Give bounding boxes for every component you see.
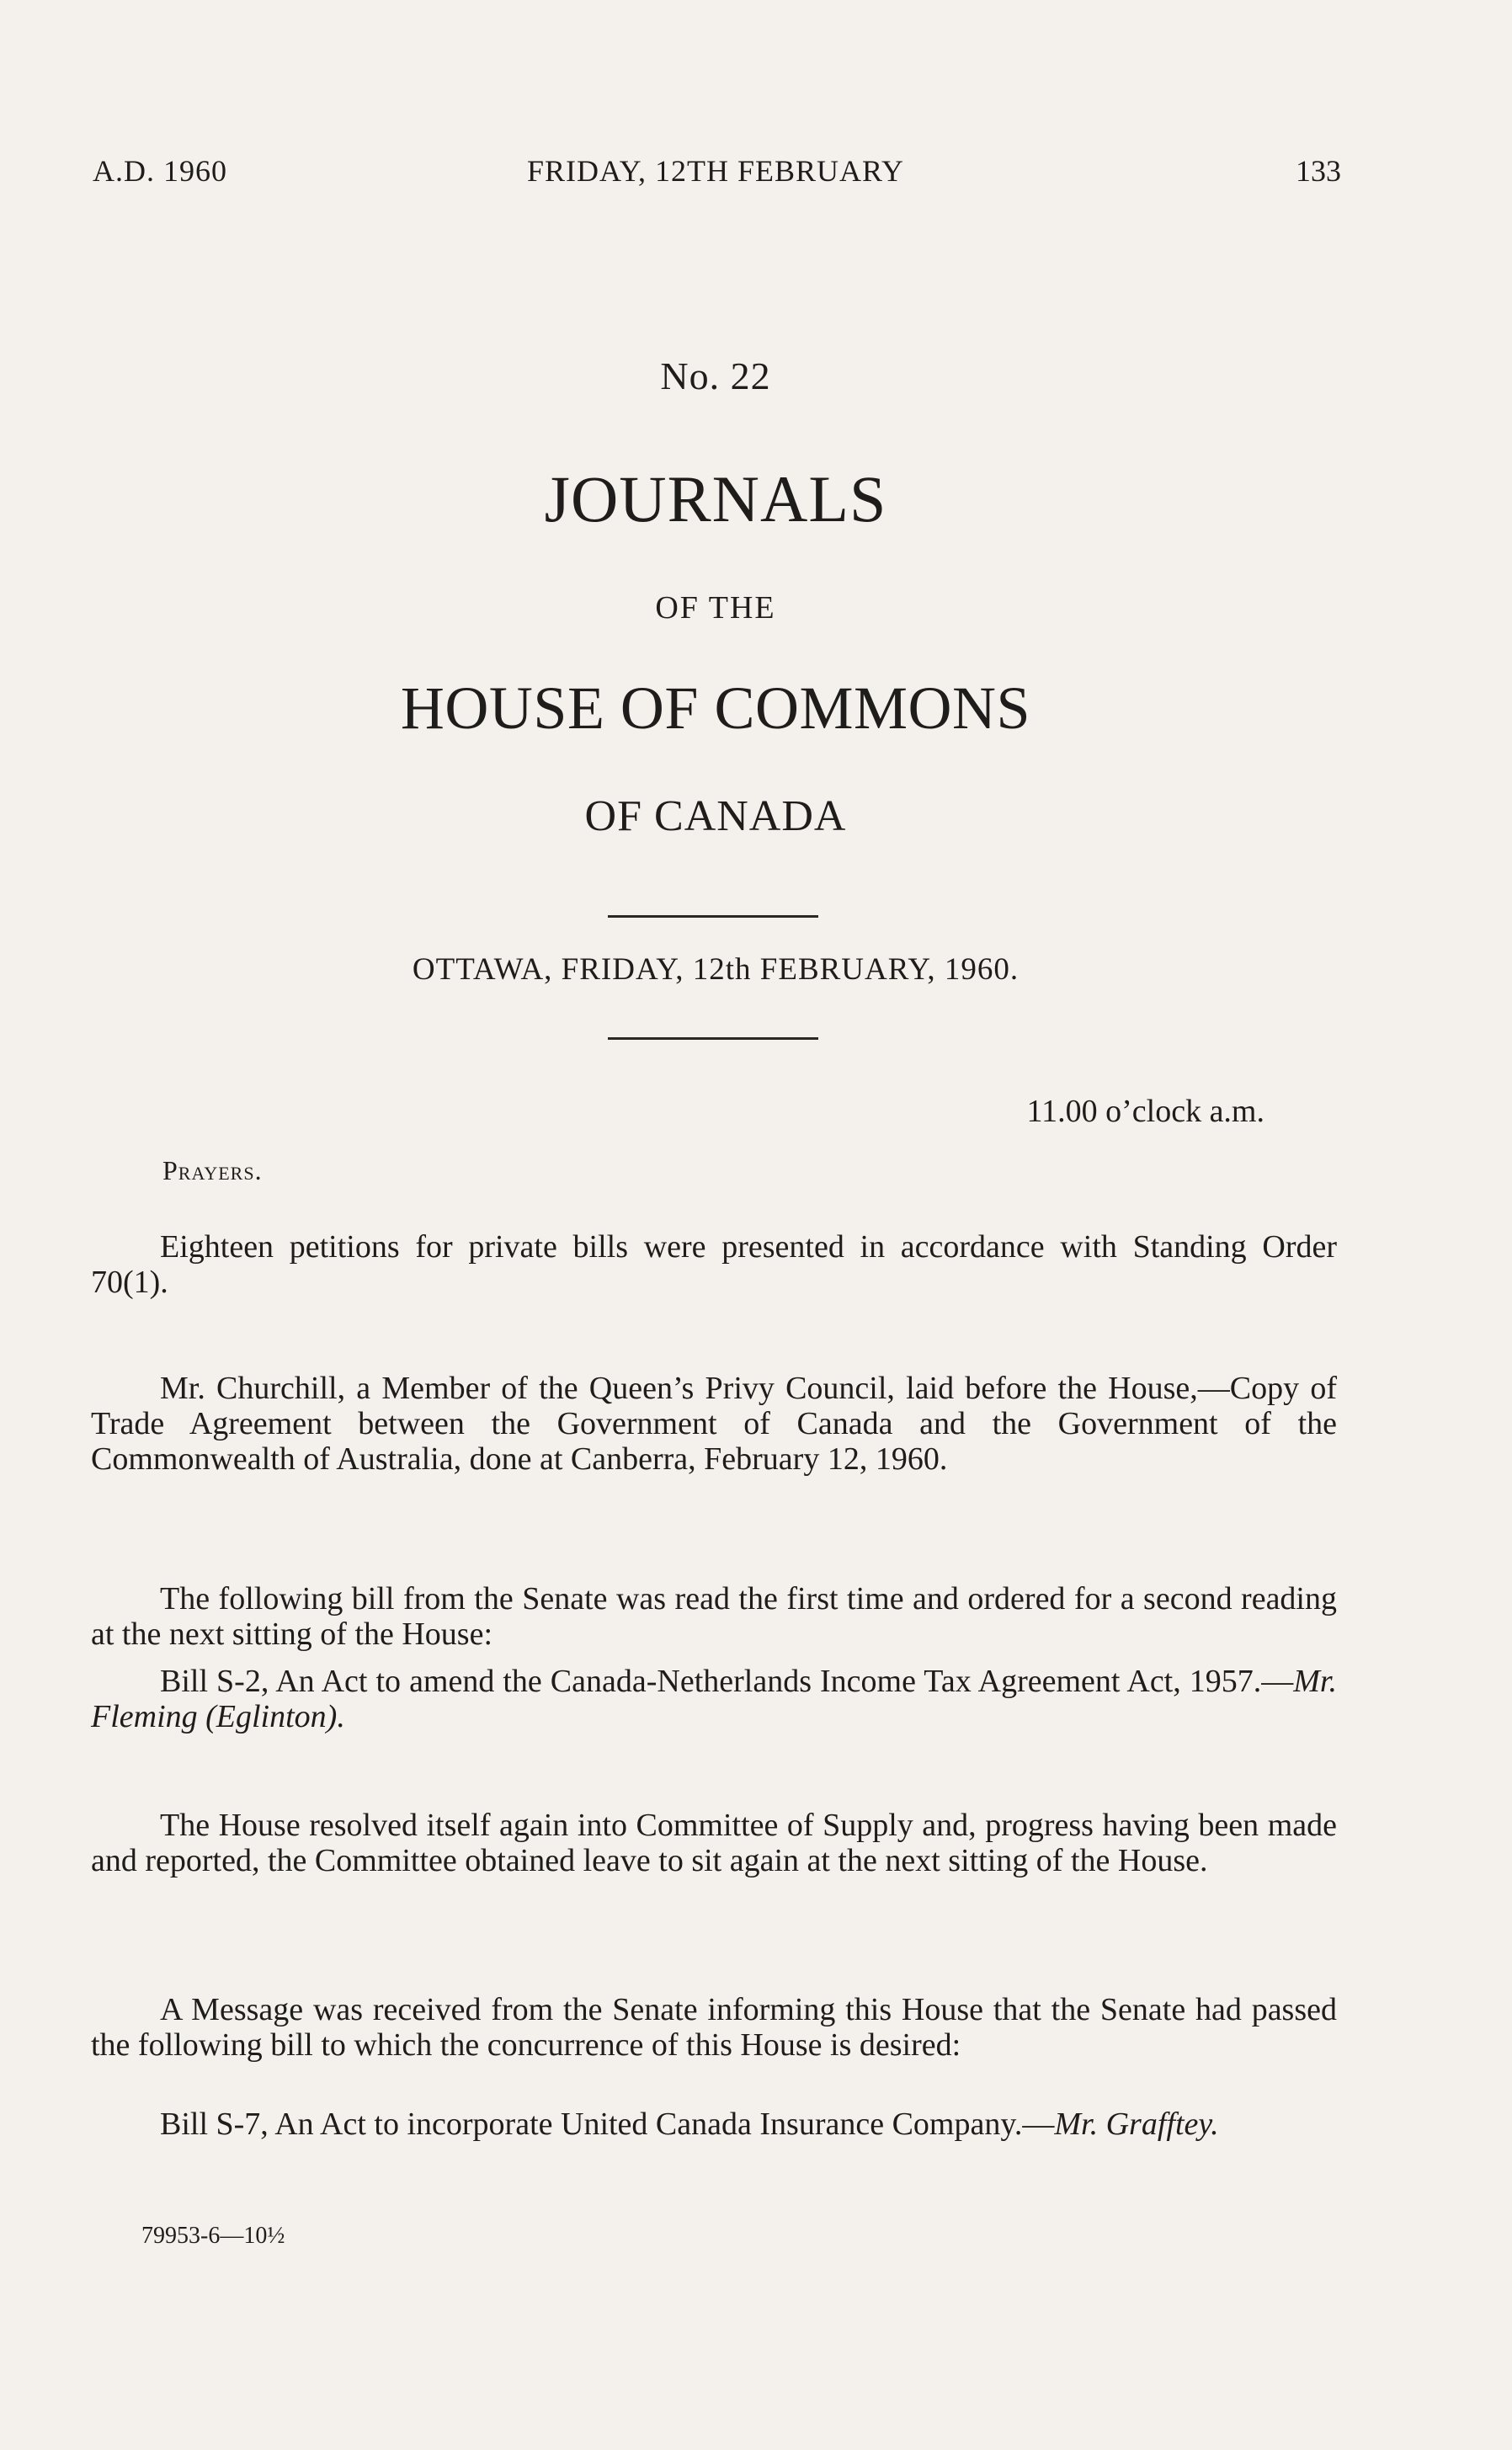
sitting-date: OTTAWA, FRIDAY, 12th FEBRUARY, 1960.	[412, 952, 1020, 987]
bill-s2-sponsor: Mr. Fleming (Eglinton).	[91, 1664, 1337, 1734]
page-number: 133	[1296, 154, 1341, 188]
running-header-center: FRIDAY, 12TH FEBRUARY	[526, 154, 905, 188]
of-the-line: OF THE	[655, 590, 776, 626]
house-of-commons-title: HOUSE OF COMMONS	[400, 674, 1031, 742]
journal-number: No. 22	[660, 354, 771, 397]
printer-code: 79953-6—10½	[141, 2223, 285, 2249]
bill-s2-text: Bill S-2, An Act to amend the Canada-Netherlands Income Tax Agreement Act, 1957.—	[160, 1664, 1294, 1699]
divider-rule-bottom	[608, 1037, 818, 1040]
of-canada-line: OF CANADA	[584, 792, 847, 840]
paragraph-bill-s7	[91, 2106, 1337, 2142]
sitting-time: 11.00 o’clock a.m.	[1026, 1094, 1264, 1129]
running-header-left: A.D. 1960	[93, 154, 227, 188]
journals-title: JOURNALS	[544, 462, 887, 535]
paragraph-bill-s2	[91, 1664, 1337, 1734]
paragraph-senate-bill-first-reading: The following bill from the Senate was read the first time and ordered for a second reading at the next sitting of the House:	[91, 1581, 1337, 1652]
bill-s7-text: Bill S-7, An Act to incorporate United Canada Insurance Company.—	[160, 2106, 1055, 2142]
prayers-heading: Prayers.	[162, 1155, 263, 1185]
paragraph-petitions: Eighteen petitions for private bills were presented in accordance with Standing Order 70(1).	[91, 1229, 1337, 1300]
paragraph-senate-message: A Message was received from the Senate informing this House that the Senate had passed the following bill to which the concurrence of this House is desired:	[91, 1992, 1337, 2063]
paragraph-trade-agreement: Mr. Churchill, a Member of the Queen’s Privy Council, laid before the House,—Copy of Trade Agreement between the Government of Canada and the Government of the Commonwealth of Australia, done at Canberra, February 12, 1960.	[91, 1371, 1337, 1477]
paragraph-committee-of-supply: The House resolved itself again into Committee of Supply and, progress having been made and reported, the Committee obtained leave to sit again at the next sitting of the House.	[91, 1808, 1337, 1878]
bill-s7-sponsor: Mr. Grafftey.	[1054, 2106, 1219, 2142]
divider-rule-top	[608, 915, 818, 918]
